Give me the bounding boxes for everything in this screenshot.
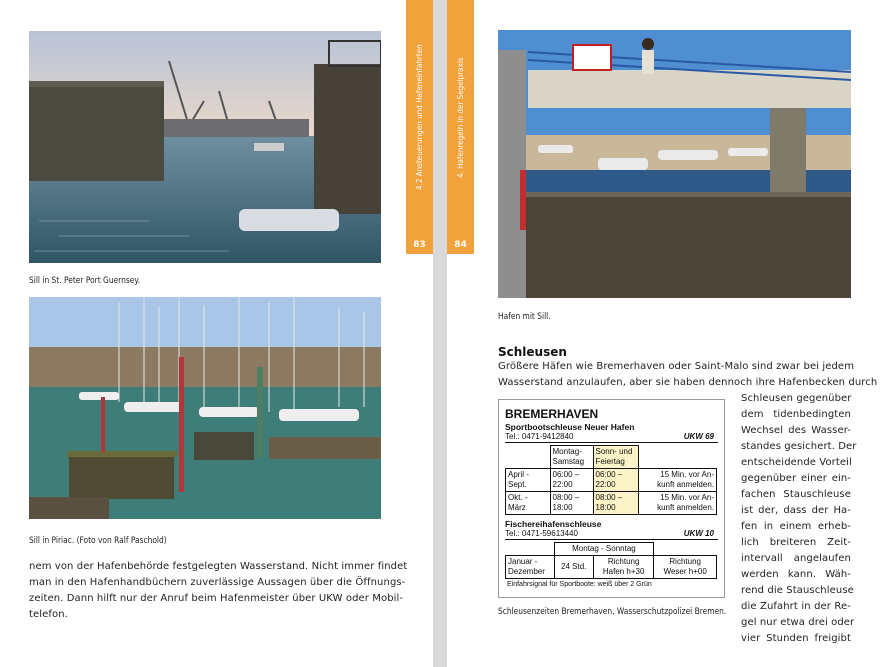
left-body-text <box>29 559 408 623</box>
table-cell <box>506 446 551 469</box>
lock2-name: Fischereihafenschleuse <box>505 519 602 529</box>
table-cell: 08:00 – 18:00 <box>593 492 638 515</box>
schedule-title: BREMERHAVEN <box>505 407 599 421</box>
chapter-tab-right <box>447 0 474 254</box>
table-row <box>506 492 717 515</box>
table-row <box>506 446 717 469</box>
chapter-tab-title: 4. Hafenregeln in der Segelpraxis <box>456 57 465 178</box>
text-line: standes gesichert. Der <box>741 441 857 452</box>
chapter-tab-title: 4.2 Ansteuerungen und Hafeneinfahrten <box>415 44 424 191</box>
table-cell: 06:00 – 22:00 <box>550 469 593 492</box>
right-body-full <box>498 359 878 391</box>
lock1-tel: Tel.: 0471-9412840 <box>505 432 574 441</box>
table-cell: 06:00 – 22:00 <box>593 469 638 492</box>
table-cell: Richtung Weser h+00 <box>654 556 717 579</box>
table-row <box>506 543 717 556</box>
text-line: rend die Stauschleuse <box>741 585 854 596</box>
text-line: man in den Hafenhandbüchern zuverlässige Aussagen über die Öffnungs- <box>29 577 406 588</box>
lock2-tel: Tel.: 0471-59613440 <box>505 529 578 538</box>
caption-hafen-mit-sill: Hafen mit Sill. <box>498 312 551 322</box>
text-line: Wechsel des Wasser- <box>741 425 851 436</box>
table-row <box>506 469 717 492</box>
chapter-tab-left <box>406 0 433 254</box>
text-line: entscheidende Vorteil <box>741 457 852 468</box>
schedule-footnote: Einfahrsignal für Sportboote: weiß über 2 Grün <box>507 581 652 588</box>
table-cell: April - Sept. <box>506 469 551 492</box>
lock1-ukw: UKW 69 <box>683 432 714 441</box>
page-number: 84 <box>454 240 467 250</box>
table-cell: 08:00 – 18:00 <box>550 492 593 515</box>
table-cell: Okt. - März <box>506 492 551 515</box>
caption-st-peter-port: Sill in St. Peter Port Guernsey. <box>29 276 141 286</box>
table-row <box>506 556 717 579</box>
divider <box>505 442 718 443</box>
table-cell: Januar - Dezember <box>506 556 555 579</box>
section-heading-schleusen: Schleusen <box>498 345 567 359</box>
text-line: intervall angelaufen <box>741 553 851 564</box>
table-cell: 15 Min. vor An- kunft anmelden. <box>638 469 717 492</box>
text-line: zeiten. Dann hilft nur der Anruf beim Hafenmeister über UKW oder Mobil- <box>29 593 404 604</box>
lock1-table <box>505 445 717 515</box>
lock2-ukw: UKW 10 <box>683 529 714 538</box>
caption-piriac: Sill in Piriac. (Foto von Ralf Paschold) <box>29 536 167 546</box>
text-line: gegenüber einer ein- <box>741 473 851 484</box>
lock-schedule-figure <box>498 399 725 598</box>
photo-st-peter-port <box>29 31 381 263</box>
table-cell: Montag- Samstag <box>550 446 593 469</box>
photo-hafen-mit-sill <box>498 30 851 298</box>
text-line: Schleusen gegenüber <box>741 393 852 404</box>
page-number: 83 <box>413 240 426 250</box>
text-line: Wasserstand anzulaufen, aber sie haben dennoch ihre Hafenbecken durch <box>498 377 878 388</box>
text-line: telefon. <box>29 609 68 620</box>
text-line: ist der, dass der Ha- <box>741 505 851 516</box>
divider <box>505 539 718 540</box>
table-cell: Sonn- und Feiertag <box>593 446 638 469</box>
text-line: Größere Häfen wie Bremerhaven oder Saint-Malo sind zwar bei jedem <box>498 361 855 372</box>
lock2-table <box>505 542 717 579</box>
text-line: fachen Stauschleuse <box>741 489 851 500</box>
table-cell <box>638 446 717 469</box>
table-cell: Richtung Hafen h+30 <box>593 556 653 579</box>
left-page <box>0 0 433 667</box>
text-line: dem tidenbedingten <box>741 409 851 420</box>
right-body-narrow <box>741 391 857 647</box>
table-cell <box>506 543 555 556</box>
table-cell <box>654 543 717 556</box>
text-line: vier Stunden freigibt <box>741 633 851 644</box>
text-line: fen in einem erheb- <box>741 521 851 532</box>
photo-piriac <box>29 297 381 519</box>
text-line: nem von der Hafenbehörde festgelegten Wasserstand. Nicht immer findet <box>29 561 408 572</box>
text-line: werden kann. Wäh- <box>741 569 851 580</box>
text-line: lich breiteren Zeit- <box>741 537 851 548</box>
text-line: die Zufahrt in der Re- <box>741 601 851 612</box>
text-line: gel nur etwa drei oder <box>741 617 855 628</box>
table-cell: 15 Min. vor An- kunft anmelden. <box>638 492 717 515</box>
caption-schedule: Schleusenzeiten Bremerhaven, Wasserschutzpolizei Bremen. <box>498 607 727 617</box>
table-cell: Montag - Sonntag <box>554 543 654 556</box>
lock1-name: Sportbootschleuse Neuer Hafen <box>505 422 635 432</box>
table-cell: 24 Std. <box>554 556 593 579</box>
book-gutter <box>433 0 447 667</box>
